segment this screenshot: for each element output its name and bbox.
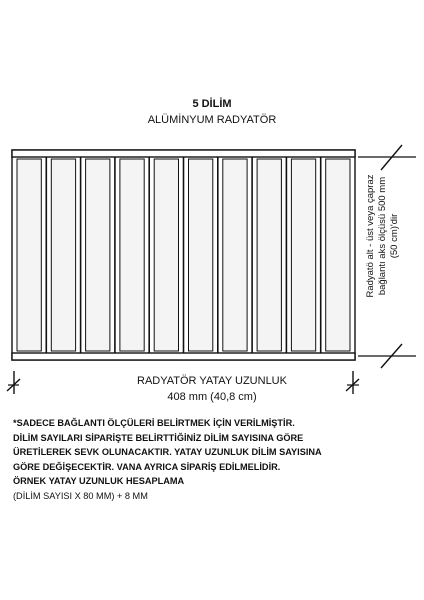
product-title: ALÜMİNYUM RADYATÖR: [147, 114, 277, 126]
note-line-4: GÖRE DEĞİŞECEKTİR. VANA AYRICA SİPARİŞ EDİLMELİDİR.: [13, 461, 281, 472]
radiator-fin: [291, 159, 315, 351]
note-line-3: ÜRETİLEREK SEVK OLUNACAKTIR. YATAY UZUNLUK DİLİM SAYISINA: [13, 447, 322, 458]
vertical-dimension-label: [365, 156, 401, 316]
radiator-fin: [257, 159, 281, 351]
radiator-fin: [154, 159, 178, 351]
radiator-fin: [223, 159, 247, 351]
slice-count-title: 5 DİLİM: [192, 98, 232, 110]
note-line-6: (DİLİM SAYISI X 80 MM) + 8 MM: [13, 490, 148, 501]
note-line-2: DİLİM SAYILARI SİPARİŞTE BELİRTTİĞİNİZ DİLİM SAYISINA GÖRE: [13, 432, 304, 443]
note-line-1: *SADECE BAĞLANTI ÖLÇÜLERİ BELİRTMEK İÇİN VERİLMİŞTİR.: [13, 418, 295, 428]
width-value: 408 mm (40,8 cm): [167, 391, 257, 403]
width-label: RADYATÖR YATAY UZUNLUK: [137, 375, 287, 387]
vertical-label-line2: bağlantı aks ölçüsü 500 mm: [377, 176, 388, 296]
radiator-fin: [120, 159, 144, 351]
radiator-top-bar: [12, 150, 355, 157]
radiator-fin: [51, 159, 75, 351]
note-line-5: ÖRNEK YATAY UZUNLUK HESAPLAMA: [13, 476, 185, 487]
vertical-label-line3: (50 cm)'dir: [389, 213, 400, 259]
radiator-slices: [17, 157, 350, 353]
notes-block: [13, 416, 413, 504]
radiator-fin: [17, 159, 41, 351]
radiator-fin: [189, 159, 213, 351]
radiator-fin: [86, 159, 110, 351]
radiator-fin: [326, 159, 350, 351]
vertical-label-line1: Radyatö alt - üst veya çapraz: [365, 174, 376, 298]
radiator-bottom-bar: [12, 353, 355, 360]
